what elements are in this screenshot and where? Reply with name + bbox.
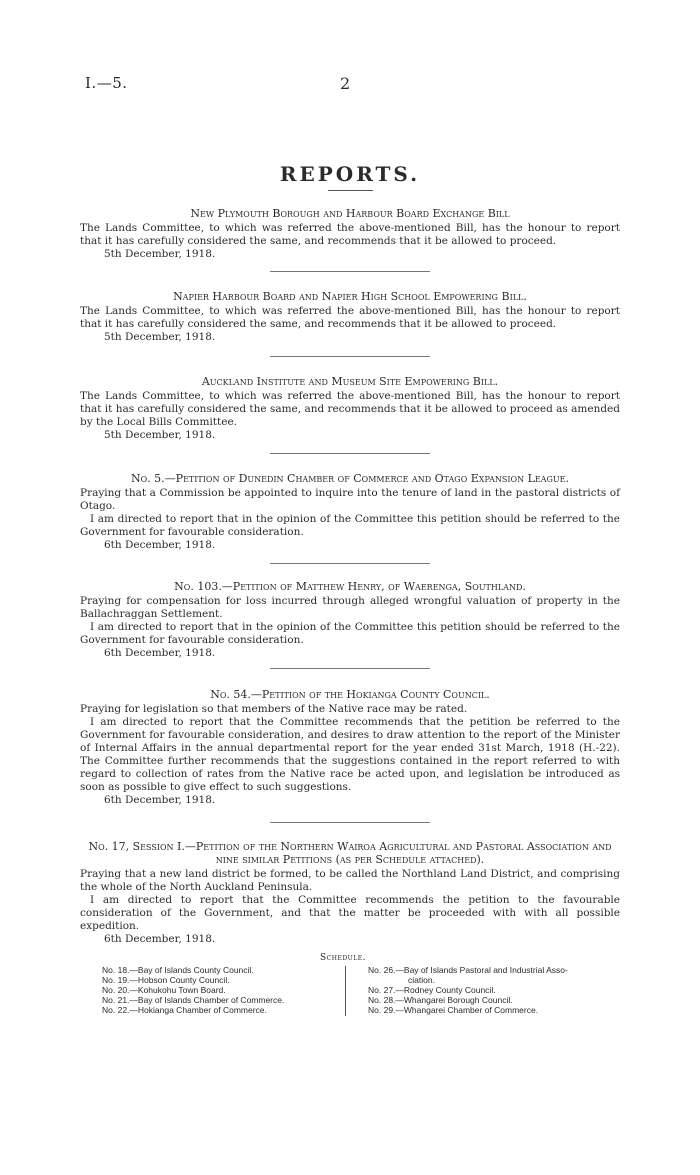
report-section-6 <box>80 688 620 807</box>
section-divider <box>270 271 430 272</box>
section-paragraph: The Lands Committee, to which was referred the above-mentioned Bill, has the honour to report that it has carefully considered the same, and recommends that it be allowed to proceed. <box>80 222 620 247</box>
page-title: REPORTS. <box>279 162 421 186</box>
schedule-item: No. 28.—Whangarei Borough Council. <box>368 995 513 1005</box>
section-date: 5th December, 1918. <box>104 331 216 343</box>
schedule-item: No. 22.—Hokianga Chamber of Commerce. <box>102 1005 267 1015</box>
report-section-1 <box>80 207 620 261</box>
schedule-title: Schedule. <box>320 953 366 963</box>
section-date: 6th December, 1918. <box>104 933 216 945</box>
section-paragraph: Praying for compensation for loss incurred through alleged wrongful valuation of property in the Ballachraggan Settlement. <box>80 595 620 620</box>
section-paragraph: The Lands Committee, to which was referred the above-mentioned Bill, has the honour to report that it has carefully considered the same, and recommends that it be allowed to proceed. <box>80 305 620 330</box>
schedule-item: No. 19.—Hobson County Council. <box>102 975 230 985</box>
section-date: 6th December, 1918. <box>104 647 216 659</box>
section-heading: No. 54.—Petition of the Hokianga County Council. <box>210 688 490 701</box>
section-date: 6th December, 1918. <box>104 539 216 551</box>
page-number: 2 <box>340 74 351 93</box>
schedule-right-column <box>368 965 628 1015</box>
section-date: 5th December, 1918. <box>104 248 216 260</box>
schedule-item: No. 21.—Bay of Islands Chamber of Commerce. <box>102 995 285 1005</box>
section-heading: No. 5.—Petition of Dunedin Chamber of Commerce and Otago Expansion League. <box>131 472 569 485</box>
schedule-divider <box>345 966 346 1016</box>
section-paragraph: The Lands Committee, to which was referred the above-mentioned Bill, has the honour to report that it has carefully considered the same, and recommends that it be allowed to proceed as amended by the Local Bills Committee. <box>80 390 620 428</box>
section-paragraph: I am directed to report that the Committee recommends the petition to the favourable consideration of the Government, and that the matter be proceeded with with all possible expedition. <box>80 894 620 932</box>
section-heading: No. 17, Session I.—Petition of the Northern Wairoa Agricultural and Pastoral Association and nine similar Petitions (as per Schedule attached). <box>88 840 612 866</box>
section-paragraph: I am directed to report that the Committee recommends that the petition be referred to the Government for favourable consideration, and desires to draw attention to the report of the Minister of Internal Affairs in the annual departmental report for the year ended 31st March, 1918 (H.-22). The Committee further recommends that the suggestions contained in the report referred to with regard to collection of rates from the Native race be acted upon, and legislation be introduced as soon as possible to give effect to such suggestions. <box>80 716 620 793</box>
schedule-left-column <box>102 965 332 1015</box>
section-heading: No. 103.—Petition of Matthew Henry, of Waerenga, Southland. <box>174 580 526 593</box>
schedule-item: No. 20.—Kohukohu Town Board. <box>102 985 226 995</box>
report-section-2 <box>80 290 620 344</box>
title-rule <box>328 190 373 191</box>
section-paragraph: I am directed to report that in the opinion of the Committee this petition should be referred to the Government for favourable consideration. <box>80 621 620 646</box>
schedule-item: No. 18.—Bay of Islands County Council. <box>102 965 254 975</box>
section-date: 6th December, 1918. <box>104 794 216 806</box>
report-section-7 <box>80 840 620 946</box>
schedule-item: No. 27.—Rodney County Council. <box>368 985 496 995</box>
section-divider <box>270 453 430 454</box>
section-paragraph: Praying that a new land district be formed, to be called the Northland Land District, and comprising the whole of the North Auckland Peninsula. <box>80 868 620 893</box>
section-divider <box>270 356 430 357</box>
schedule-item-continuation: ciation. <box>408 975 435 985</box>
section-paragraph: I am directed to report that in the opinion of the Committee this petition should be referred to the Government for favourable consideration. <box>80 513 620 538</box>
section-divider <box>270 668 430 669</box>
section-divider <box>270 563 430 564</box>
section-heading: Auckland Institute and Museum Site Empowering Bill. <box>201 375 499 388</box>
section-paragraph: Praying for legislation so that members of the Native race may be rated. <box>80 703 468 715</box>
section-date: 5th December, 1918. <box>104 429 216 441</box>
report-section-5 <box>80 580 620 660</box>
section-divider <box>270 822 430 823</box>
parliamentary-paper-reference: I.—5. <box>85 74 128 92</box>
section-heading: Napier Harbour Board and Napier High School Empowering Bill. <box>173 290 527 303</box>
schedule-item: No. 29.—Whangarei Chamber of Commerce. <box>368 1005 539 1015</box>
report-section-4 <box>80 472 620 552</box>
section-heading: New Plymouth Borough and Harbour Board Exchange Bill <box>190 207 510 220</box>
schedule-item: No. 26.—Bay of Islands Pastoral and Industrial Asso- <box>368 965 568 975</box>
report-section-3 <box>80 375 620 442</box>
section-paragraph: Praying that a Commission be appointed to inquire into the tenure of land in the pastoral districts of Otago. <box>80 487 620 512</box>
